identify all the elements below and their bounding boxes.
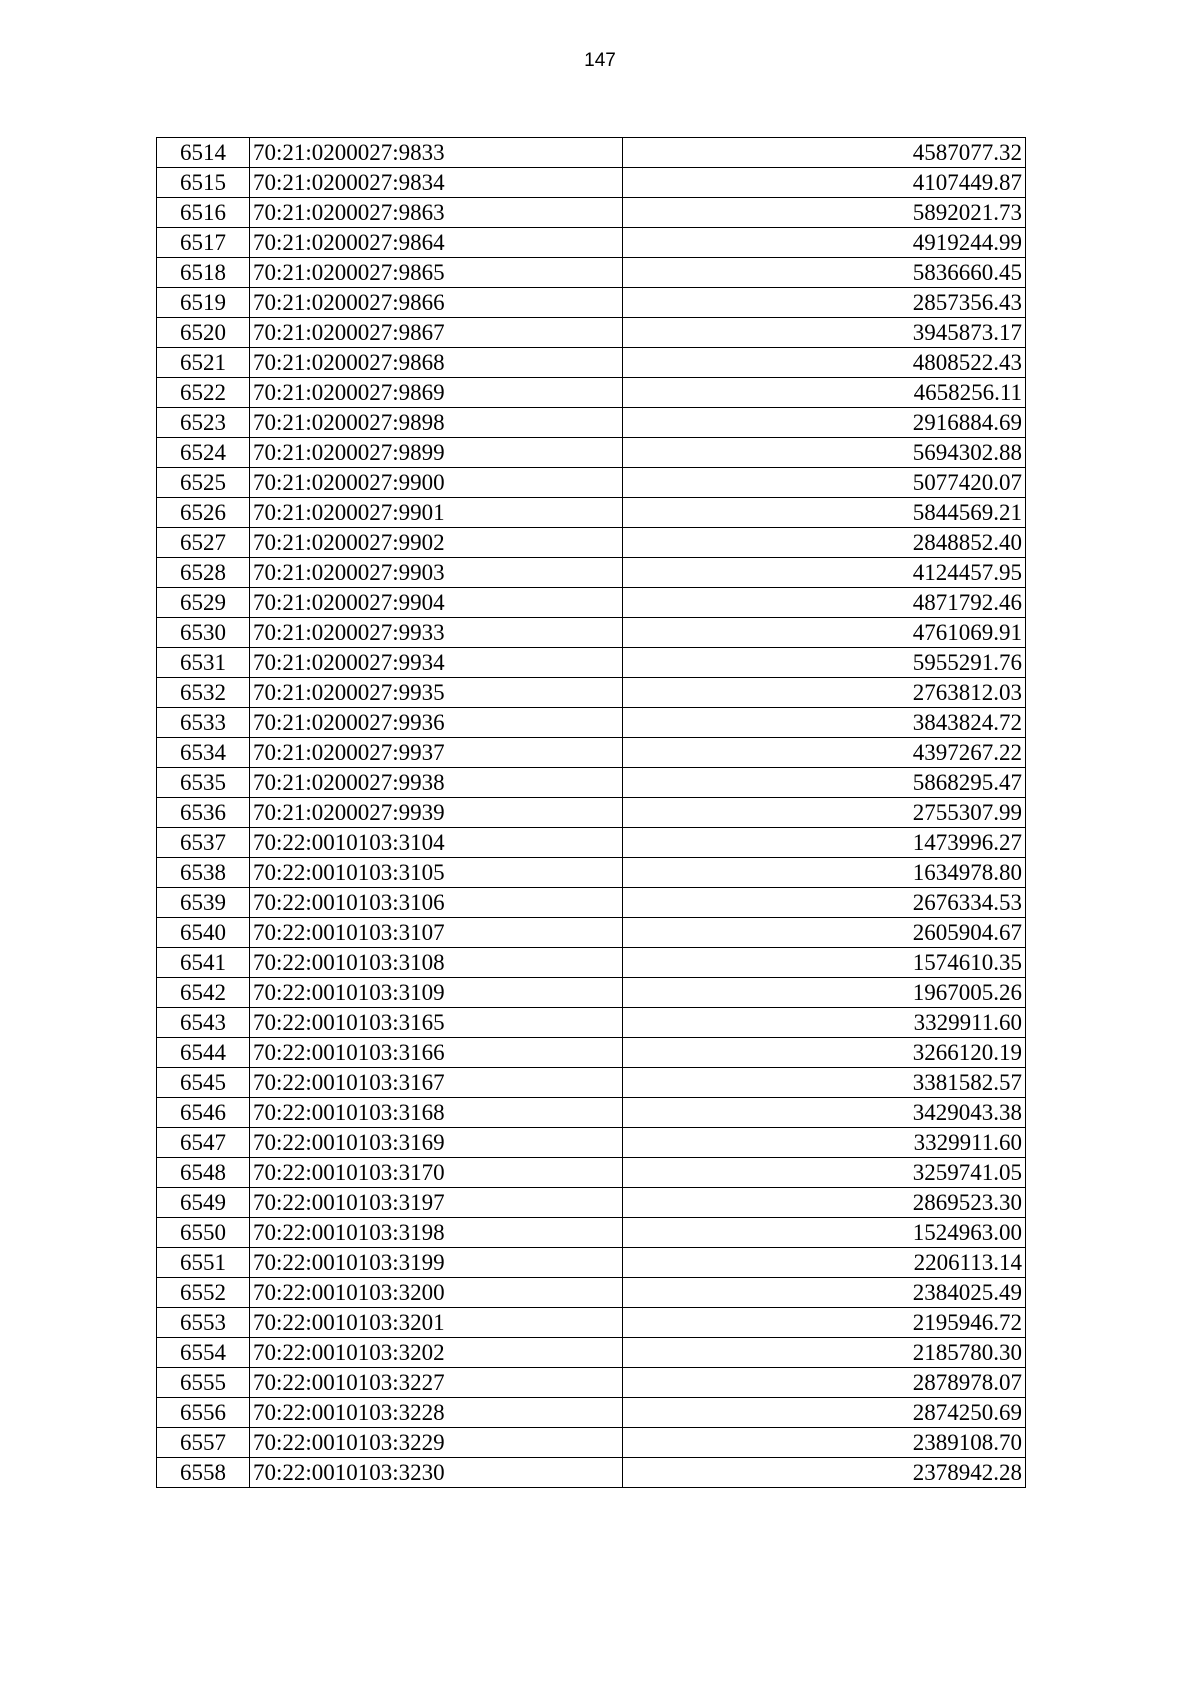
cadastral-number-cell: 70:22:0010103:3230: [250, 1458, 623, 1488]
row-number-cell: 6516: [157, 198, 250, 228]
cadastral-value-cell: 5868295.47: [623, 768, 1026, 798]
table-row: [157, 978, 1026, 1008]
cadastral-number-cell: 70:22:0010103:3169: [250, 1128, 623, 1158]
row-number-cell: 6515: [157, 168, 250, 198]
cadastral-value-cell: 2763812.03: [623, 678, 1026, 708]
cadastral-number-cell: 70:21:0200027:9834: [250, 168, 623, 198]
row-number-cell: 6536: [157, 798, 250, 828]
page-number: 147: [584, 50, 616, 71]
table-row: [157, 828, 1026, 858]
cadastral-number-cell: 70:21:0200027:9904: [250, 588, 623, 618]
cadastral-number-cell: 70:21:0200027:9900: [250, 468, 623, 498]
cadastral-value-cell: 4919244.99: [623, 228, 1026, 258]
cadastral-number-cell: 70:22:0010103:3104: [250, 828, 623, 858]
cadastral-value-cell: 2916884.69: [623, 408, 1026, 438]
cadastral-number-cell: 70:22:0010103:3166: [250, 1038, 623, 1068]
table-row: [157, 1308, 1026, 1338]
cadastral-value-cell: 1473996.27: [623, 828, 1026, 858]
table-row: [157, 1338, 1026, 1368]
cadastral-number-cell: 70:21:0200027:9934: [250, 648, 623, 678]
row-number-cell: 6554: [157, 1338, 250, 1368]
cadastral-number-cell: 70:21:0200027:9867: [250, 318, 623, 348]
table-row: [157, 738, 1026, 768]
row-number-cell: 6552: [157, 1278, 250, 1308]
cadastral-value-cell: 3945873.17: [623, 318, 1026, 348]
table-row: [157, 1218, 1026, 1248]
cadastral-number-cell: 70:22:0010103:3201: [250, 1308, 623, 1338]
table-row: [157, 1158, 1026, 1188]
table-row: [157, 588, 1026, 618]
table-row: [157, 768, 1026, 798]
cadastral-number-cell: 70:21:0200027:9933: [250, 618, 623, 648]
table-row: [157, 858, 1026, 888]
row-number-cell: 6525: [157, 468, 250, 498]
table-row: [157, 558, 1026, 588]
cadastral-value-cell: 2389108.70: [623, 1428, 1026, 1458]
row-number-cell: 6555: [157, 1368, 250, 1398]
cadastral-value-cell: 3266120.19: [623, 1038, 1026, 1068]
row-number-cell: 6514: [157, 138, 250, 168]
cadastral-number-cell: 70:21:0200027:9865: [250, 258, 623, 288]
cadastral-value-cell: 2857356.43: [623, 288, 1026, 318]
cadastral-value-cell: 2195946.72: [623, 1308, 1026, 1338]
row-number-cell: 6526: [157, 498, 250, 528]
cadastral-number-cell: 70:21:0200027:9903: [250, 558, 623, 588]
cadastral-number-cell: 70:22:0010103:3106: [250, 888, 623, 918]
cadastral-number-cell: 70:21:0200027:9901: [250, 498, 623, 528]
cadastral-number-cell: 70:21:0200027:9869: [250, 378, 623, 408]
row-number-cell: 6543: [157, 1008, 250, 1038]
cadastral-value-cell: 2378942.28: [623, 1458, 1026, 1488]
table-row: [157, 1098, 1026, 1128]
row-number-cell: 6557: [157, 1428, 250, 1458]
cadastral-value-cell: 4107449.87: [623, 168, 1026, 198]
cadastral-value-cell: 1574610.35: [623, 948, 1026, 978]
cadastral-value-cell: 5694302.88: [623, 438, 1026, 468]
table-row: [157, 468, 1026, 498]
cadastral-value-cell: 4761069.91: [623, 618, 1026, 648]
row-number-cell: 6521: [157, 348, 250, 378]
row-number-cell: 6558: [157, 1458, 250, 1488]
table-row: [157, 1398, 1026, 1428]
cadastral-value-cell: 5836660.45: [623, 258, 1026, 288]
row-number-cell: 6535: [157, 768, 250, 798]
row-number-cell: 6517: [157, 228, 250, 258]
cadastral-value-table: [156, 137, 1026, 1488]
table-row: [157, 438, 1026, 468]
row-number-cell: 6520: [157, 318, 250, 348]
cadastral-number-cell: 70:22:0010103:3228: [250, 1398, 623, 1428]
cadastral-value-cell: 2384025.49: [623, 1278, 1026, 1308]
cadastral-value-cell: 2874250.69: [623, 1398, 1026, 1428]
cadastral-value-cell: 5077420.07: [623, 468, 1026, 498]
table-body: [157, 138, 1026, 1488]
cadastral-number-cell: 70:21:0200027:9902: [250, 528, 623, 558]
row-number-cell: 6530: [157, 618, 250, 648]
cadastral-value-cell: 4124457.95: [623, 558, 1026, 588]
table-row: [157, 708, 1026, 738]
row-number-cell: 6546: [157, 1098, 250, 1128]
table-row: [157, 618, 1026, 648]
row-number-cell: 6553: [157, 1308, 250, 1338]
cadastral-number-cell: 70:22:0010103:3227: [250, 1368, 623, 1398]
row-number-cell: 6539: [157, 888, 250, 918]
cadastral-number-cell: 70:22:0010103:3165: [250, 1008, 623, 1038]
row-number-cell: 6540: [157, 918, 250, 948]
cadastral-value-cell: 2878978.07: [623, 1368, 1026, 1398]
cadastral-number-cell: 70:22:0010103:3199: [250, 1248, 623, 1278]
cadastral-value-cell: 2185780.30: [623, 1338, 1026, 1368]
cadastral-number-cell: 70:22:0010103:3229: [250, 1428, 623, 1458]
row-number-cell: 6537: [157, 828, 250, 858]
row-number-cell: 6529: [157, 588, 250, 618]
cadastral-number-cell: 70:22:0010103:3202: [250, 1338, 623, 1368]
table-row: [157, 1278, 1026, 1308]
cadastral-value-cell: 4397267.22: [623, 738, 1026, 768]
cadastral-number-cell: 70:21:0200027:9864: [250, 228, 623, 258]
table-row: [157, 1368, 1026, 1398]
table-row: [157, 168, 1026, 198]
row-number-cell: 6522: [157, 378, 250, 408]
cadastral-value-cell: 3381582.57: [623, 1068, 1026, 1098]
cadastral-number-cell: 70:21:0200027:9833: [250, 138, 623, 168]
row-number-cell: 6545: [157, 1068, 250, 1098]
row-number-cell: 6528: [157, 558, 250, 588]
cadastral-number-cell: 70:22:0010103:3109: [250, 978, 623, 1008]
cadastral-value-cell: 4587077.32: [623, 138, 1026, 168]
cadastral-number-cell: 70:21:0200027:9866: [250, 288, 623, 318]
row-number-cell: 6532: [157, 678, 250, 708]
table-row: [157, 288, 1026, 318]
table-row: [157, 138, 1026, 168]
table-row: [157, 918, 1026, 948]
cadastral-number-cell: 70:22:0010103:3107: [250, 918, 623, 948]
table-row: [157, 888, 1026, 918]
cadastral-value-cell: 2869523.30: [623, 1188, 1026, 1218]
row-number-cell: 6544: [157, 1038, 250, 1068]
table-row: [157, 1188, 1026, 1218]
cadastral-number-cell: 70:21:0200027:9938: [250, 768, 623, 798]
cadastral-value-cell: 3429043.38: [623, 1098, 1026, 1128]
cadastral-number-cell: 70:22:0010103:3197: [250, 1188, 623, 1218]
row-number-cell: 6527: [157, 528, 250, 558]
cadastral-value-cell: 3329911.60: [623, 1008, 1026, 1038]
table-row: [157, 498, 1026, 528]
cadastral-value-cell: 1967005.26: [623, 978, 1026, 1008]
table-row: [157, 678, 1026, 708]
table-row: [157, 648, 1026, 678]
table-row: [157, 318, 1026, 348]
cadastral-number-cell: 70:22:0010103:3167: [250, 1068, 623, 1098]
row-number-cell: 6542: [157, 978, 250, 1008]
row-number-cell: 6556: [157, 1398, 250, 1428]
cadastral-value-cell: 5892021.73: [623, 198, 1026, 228]
cadastral-number-cell: 70:21:0200027:9898: [250, 408, 623, 438]
row-number-cell: 6538: [157, 858, 250, 888]
cadastral-number-cell: 70:22:0010103:3168: [250, 1098, 623, 1128]
table-row: [157, 198, 1026, 228]
row-number-cell: 6519: [157, 288, 250, 318]
table-row: [157, 1068, 1026, 1098]
table-row: [157, 378, 1026, 408]
table-row: [157, 1038, 1026, 1068]
cadastral-number-cell: 70:21:0200027:9863: [250, 198, 623, 228]
cadastral-number-cell: 70:21:0200027:9899: [250, 438, 623, 468]
cadastral-value-cell: 4871792.46: [623, 588, 1026, 618]
cadastral-number-cell: 70:22:0010103:3198: [250, 1218, 623, 1248]
table-row: [157, 258, 1026, 288]
row-number-cell: 6531: [157, 648, 250, 678]
cadastral-value-cell: 1634978.80: [623, 858, 1026, 888]
cadastral-number-cell: 70:22:0010103:3170: [250, 1158, 623, 1188]
cadastral-value-cell: 4808522.43: [623, 348, 1026, 378]
table-row: [157, 408, 1026, 438]
row-number-cell: 6551: [157, 1248, 250, 1278]
row-number-cell: 6550: [157, 1218, 250, 1248]
cadastral-number-cell: 70:22:0010103:3200: [250, 1278, 623, 1308]
row-number-cell: 6523: [157, 408, 250, 438]
cadastral-value-cell: 2605904.67: [623, 918, 1026, 948]
cadastral-value-cell: 1524963.00: [623, 1218, 1026, 1248]
table-row: [157, 1458, 1026, 1488]
cadastral-number-cell: 70:21:0200027:9936: [250, 708, 623, 738]
cadastral-value-cell: 2206113.14: [623, 1248, 1026, 1278]
row-number-cell: 6547: [157, 1128, 250, 1158]
row-number-cell: 6533: [157, 708, 250, 738]
cadastral-number-cell: 70:22:0010103:3108: [250, 948, 623, 978]
cadastral-number-cell: 70:21:0200027:9868: [250, 348, 623, 378]
table-row: [157, 948, 1026, 978]
cadastral-number-cell: 70:21:0200027:9939: [250, 798, 623, 828]
table-row: [157, 1008, 1026, 1038]
cadastral-number-cell: 70:21:0200027:9935: [250, 678, 623, 708]
cadastral-value-cell: 2755307.99: [623, 798, 1026, 828]
row-number-cell: 6518: [157, 258, 250, 288]
table-row: [157, 228, 1026, 258]
cadastral-value-cell: 2848852.40: [623, 528, 1026, 558]
row-number-cell: 6548: [157, 1158, 250, 1188]
cadastral-value-cell: 3259741.05: [623, 1158, 1026, 1188]
row-number-cell: 6524: [157, 438, 250, 468]
table-row: [157, 348, 1026, 378]
cadastral-number-cell: 70:21:0200027:9937: [250, 738, 623, 768]
table-row: [157, 798, 1026, 828]
cadastral-number-cell: 70:22:0010103:3105: [250, 858, 623, 888]
row-number-cell: 6534: [157, 738, 250, 768]
table-row: [157, 528, 1026, 558]
cadastral-value-cell: 2676334.53: [623, 888, 1026, 918]
table-row: [157, 1428, 1026, 1458]
cadastral-value-cell: 5955291.76: [623, 648, 1026, 678]
table-row: [157, 1248, 1026, 1278]
cadastral-value-cell: 3329911.60: [623, 1128, 1026, 1158]
table-row: [157, 1128, 1026, 1158]
row-number-cell: 6541: [157, 948, 250, 978]
cadastral-value-cell: 4658256.11: [623, 378, 1026, 408]
row-number-cell: 6549: [157, 1188, 250, 1218]
cadastral-value-cell: 3843824.72: [623, 708, 1026, 738]
cadastral-value-cell: 5844569.21: [623, 498, 1026, 528]
